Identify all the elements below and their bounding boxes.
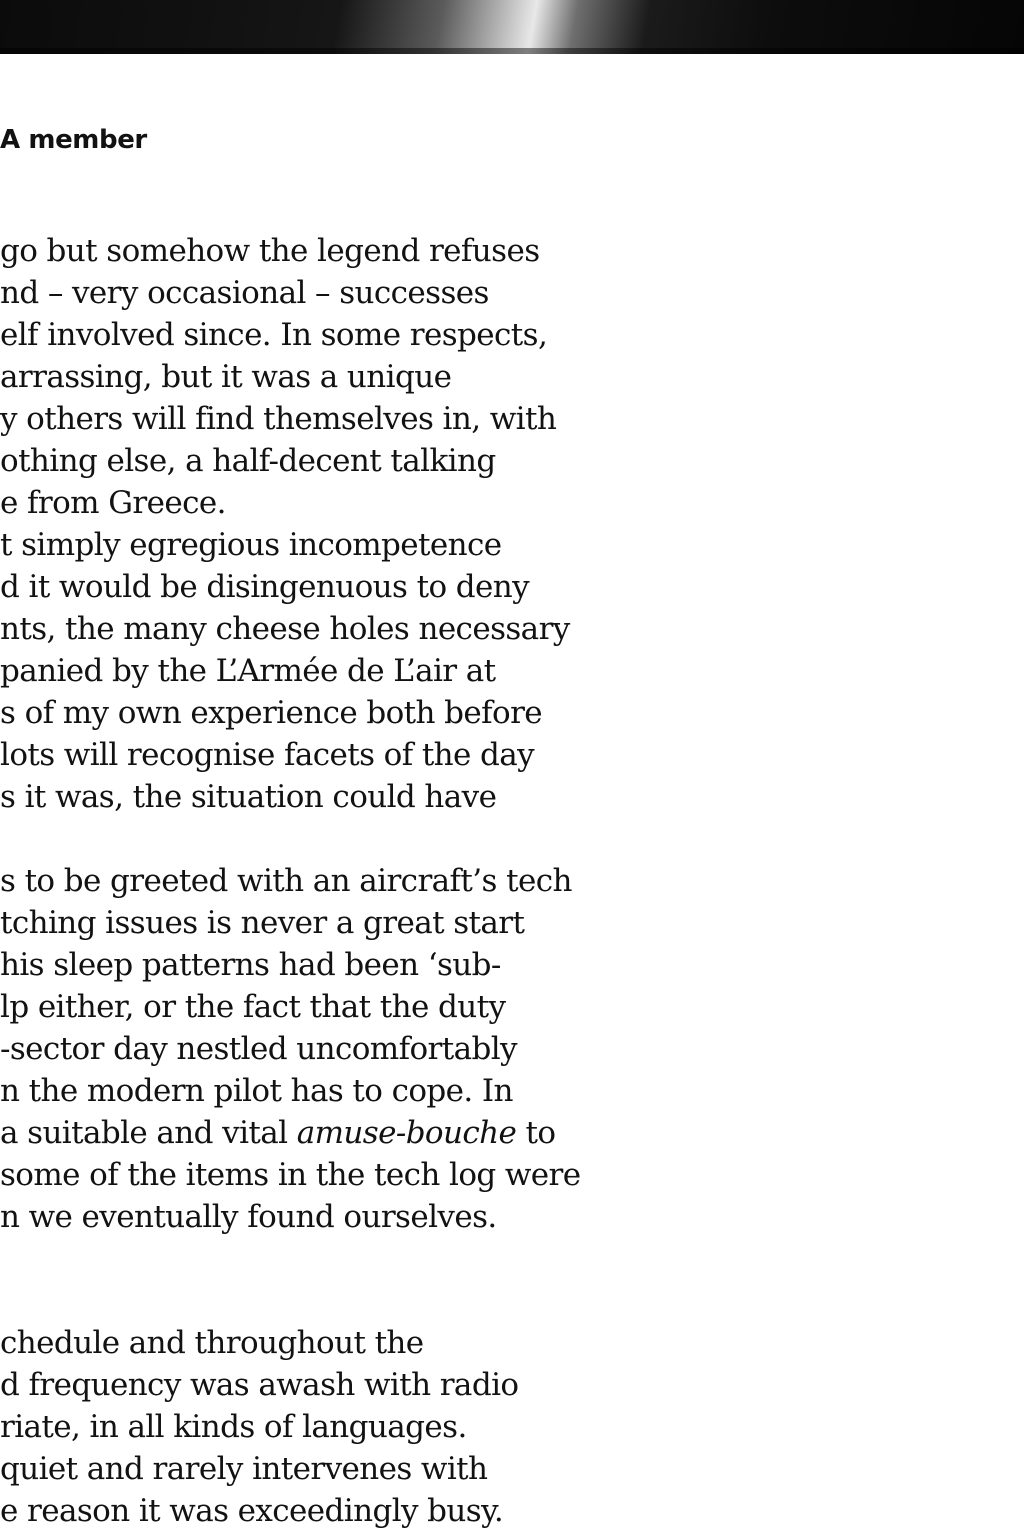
byline: A member — [0, 125, 147, 155]
body-line: d it would be disingenuous to deny — [0, 569, 530, 605]
body-line: e from Greece. — [0, 485, 226, 521]
body-line — [0, 1112, 555, 1154]
body-line: s it was, the situation could have — [0, 779, 497, 815]
body-line: lots will recognise facets of the day — [0, 737, 535, 773]
hero-image — [0, 0, 1024, 54]
body-line: d frequency was awash with radio — [0, 1367, 519, 1403]
body-line: s of my own experience both before — [0, 695, 543, 731]
body-line: n we eventually found ourselves. — [0, 1199, 497, 1235]
body-line: n the modern pilot has to cope. In — [0, 1073, 513, 1109]
body-line: s to be greeted with an aircraft’s tech — [0, 863, 572, 899]
body-line: e reason it was exceedingly busy. — [0, 1493, 504, 1529]
body-line: some of the items in the tech log were — [0, 1157, 581, 1193]
body-line: chedule and throughout the — [0, 1325, 424, 1361]
italic-term: amuse-bouche — [296, 1115, 517, 1151]
body-line: riate, in all kinds of languages. — [0, 1409, 467, 1445]
body-line: -sector day nestled uncomfortably — [0, 1031, 517, 1067]
body-line: go but somehow the legend refuses — [0, 233, 540, 269]
body-line: othing else, a half-decent talking — [0, 443, 496, 479]
body-line: quiet and rarely intervenes with — [0, 1451, 488, 1487]
body-line: t simply egregious incompetence — [0, 527, 502, 563]
body-line: his sleep patterns had been ‘sub- — [0, 947, 501, 983]
body-text: a suitable and vital — [0, 1115, 297, 1151]
body-line: y others will find themselves in, with — [0, 401, 557, 437]
body-line: nts, the many cheese holes necessary — [0, 611, 570, 647]
body-line: panied by the L’Armée de L’air at — [0, 653, 496, 689]
body-line: elf involved since. In some respects, — [0, 317, 548, 353]
body-line: tching issues is never a great start — [0, 905, 525, 941]
body-text: to — [516, 1115, 556, 1151]
body-line: nd – very occasional – successes — [0, 275, 489, 311]
body-line: lp either, or the fact that the duty — [0, 989, 506, 1025]
body-line: arrassing, but it was a unique — [0, 359, 452, 395]
